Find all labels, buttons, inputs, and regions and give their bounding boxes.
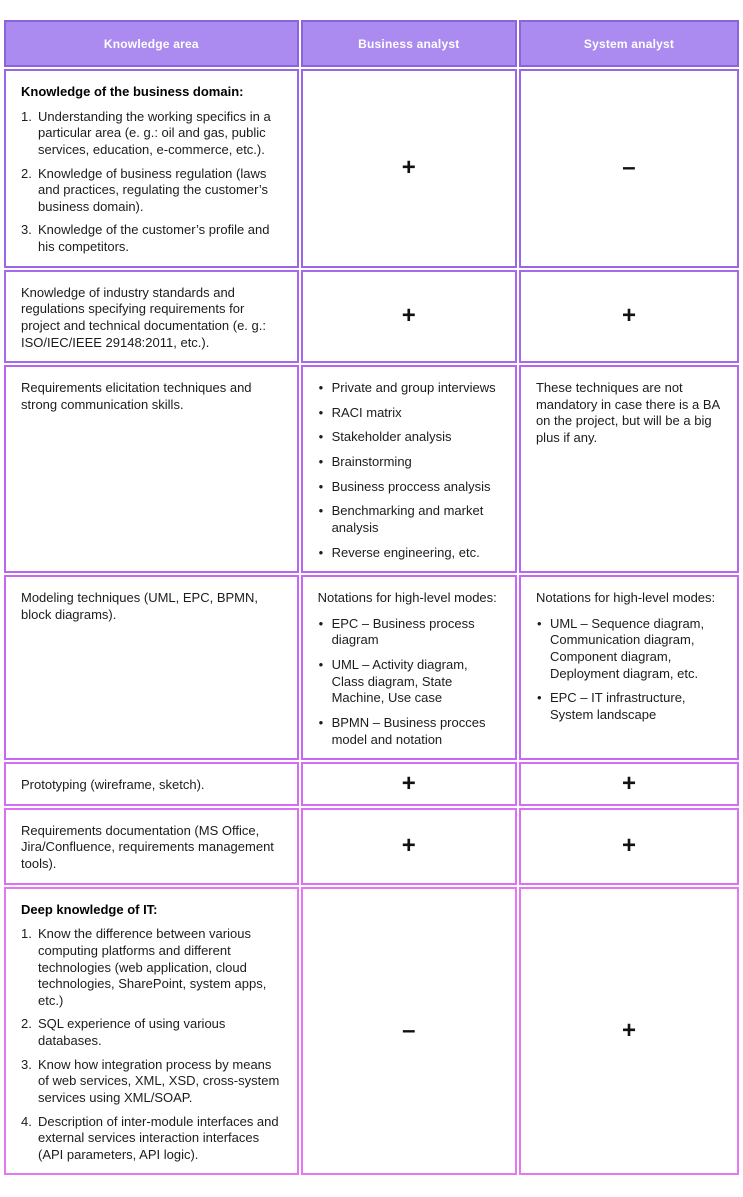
header-row (4, 20, 739, 67)
bullet-list (318, 380, 500, 561)
plus-sign: + (401, 302, 416, 330)
cell-heading: Deep knowledge of IT: (21, 901, 158, 917)
table-row (4, 270, 739, 364)
column-header-system-analyst: System analyst (519, 20, 739, 67)
cell-business-analyst (301, 762, 517, 806)
plus-sign: + (621, 769, 636, 797)
numbered-item: Know how integration process by means of web services, XML, XSD, cross-system services using XML/SOAP. (38, 1056, 280, 1105)
cell-knowledge-area (4, 270, 299, 364)
numbered-list (21, 926, 282, 1163)
cell-text: Requirements documentation (MS Office, Jira/Confluence, requirements management tools). (21, 822, 274, 871)
minus-sign: – (402, 1017, 416, 1044)
bullet-list (318, 616, 500, 748)
numbered-list (21, 109, 282, 256)
cell-system-analyst (519, 575, 739, 760)
bullet-item: • Business proccess analysis (318, 479, 500, 496)
table-row (4, 365, 739, 573)
numbered-item: Knowledge of the customer’s profile and his competitors. (38, 222, 270, 254)
cell-knowledge-area (4, 887, 299, 1176)
table-row (4, 887, 739, 1176)
table-header (4, 20, 739, 67)
column-header-business-analyst: Business analyst (301, 20, 517, 67)
cell-knowledge-area (4, 69, 299, 268)
bullet-item: • EPC – IT infrastructure, System landscape (536, 690, 722, 723)
plus-sign: + (621, 302, 636, 330)
cell-text: Modeling techniques (UML, EPC, BPMN, block diagrams). (21, 590, 258, 622)
bullet-item: • UML – Sequence diagram, Communication diagram, Component diagram, Deployment diagram, etc. (536, 616, 722, 683)
cell-business-analyst (301, 69, 517, 268)
cell-text: These techniques are not mandatory in case there is a BA on the project, but will be a big plus if any. (535, 380, 720, 445)
cell-business-analyst (301, 365, 517, 573)
bullet-item: • Brainstorming (318, 454, 500, 471)
bullet-item: • Private and group interviews (318, 380, 500, 397)
table-row (4, 762, 739, 806)
list-intro: Notations for high-level modes: (317, 590, 497, 606)
cell-system-analyst (519, 887, 739, 1176)
cell-text: Knowledge of industry standards and regulations specifying requirements for project and technical documentation (e. g.: ISO/IEC/IEEE 29148:2011, etc.). (21, 284, 266, 350)
bullet-item: • Benchmarking and market analysis (318, 503, 500, 536)
cell-knowledge-area (4, 808, 299, 885)
plus-sign: + (401, 832, 416, 860)
cell-knowledge-area (4, 365, 299, 573)
table-row (4, 808, 739, 885)
cell-system-analyst (519, 270, 739, 364)
cell-knowledge-area (4, 762, 299, 806)
plus-sign: + (621, 1017, 636, 1044)
table-row (4, 69, 739, 268)
table-body (4, 69, 739, 1175)
cell-system-analyst (519, 762, 739, 806)
column-header-knowledge-area: Knowledge area (4, 20, 299, 67)
cell-business-analyst (301, 808, 517, 885)
cell-business-analyst (301, 575, 517, 760)
table-row (4, 575, 739, 760)
minus-sign: – (622, 154, 636, 182)
plus-sign: + (621, 832, 636, 860)
cell-business-analyst (301, 270, 517, 364)
cell-business-analyst (301, 887, 517, 1176)
cell-text: Requirements elicitation techniques and strong communication skills. (21, 380, 252, 412)
cell-knowledge-area (4, 575, 299, 760)
bullet-item: • RACI matrix (318, 405, 500, 422)
plus-sign: + (401, 154, 416, 182)
list-intro: Notations for high-level modes: (535, 590, 716, 606)
cell-heading: Knowledge of the business domain: (21, 84, 244, 99)
cell-text: Prototyping (wireframe, sketch). (21, 777, 205, 793)
cell-system-analyst (519, 69, 739, 268)
numbered-item: Description of inter-module interfaces and external services interaction interfaces (API parameters, API logic). (38, 1113, 279, 1162)
bullet-item: • BPMN – Business procces model and notation (318, 715, 500, 748)
plus-sign: + (401, 769, 416, 797)
bullet-item: • Reverse engineering, etc. (318, 545, 500, 562)
numbered-item: Knowledge of business regulation (laws and practices, regulating the customer’s business domain). (38, 165, 269, 214)
analyst-comparison-table (2, 18, 741, 1177)
numbered-item: SQL experience of using various databases. (38, 1016, 226, 1048)
cell-system-analyst (519, 808, 739, 885)
bullet-item: • EPC – Business process diagram (318, 616, 500, 649)
numbered-item: Understanding the working specifics in a particular area (e. g.: oil and gas, public services, education, e-commerce, etc.). (38, 108, 271, 157)
cell-system-analyst (519, 365, 739, 573)
bullet-item: • Stakeholder analysis (318, 429, 500, 446)
bullet-list (536, 616, 722, 724)
numbered-item: Know the difference between various computing platforms and different technologies (web application, cloud technologies, SharePoint, system apps, etc.) (38, 926, 267, 1008)
bullet-item: • UML – Activity diagram, Class diagram, State Machine, Use case (318, 657, 500, 707)
